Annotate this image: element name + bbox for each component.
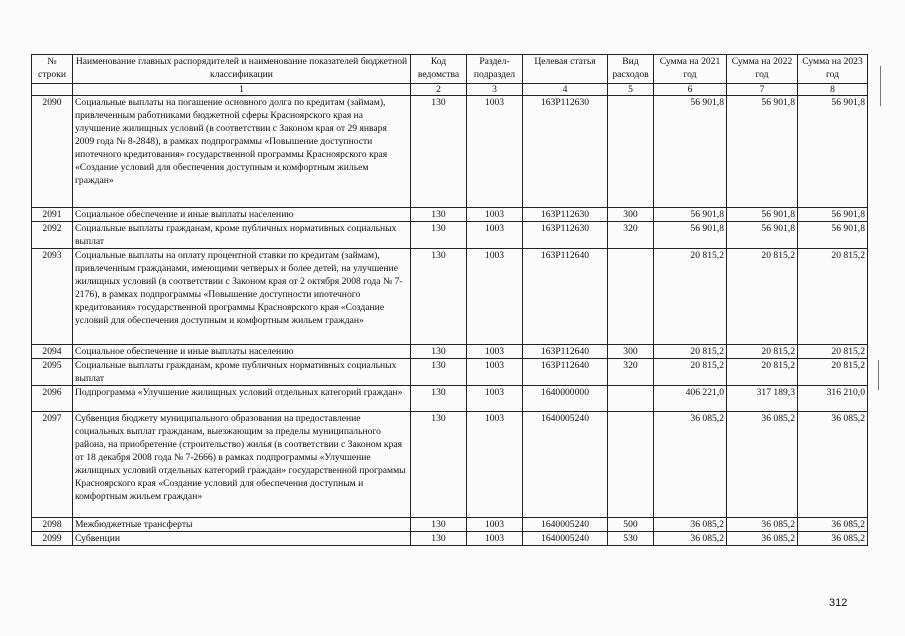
- sum-2021: 36 085,2: [654, 532, 727, 546]
- sum-2022: 20 815,2: [727, 249, 798, 345]
- expense-type-code: 320: [608, 222, 654, 249]
- row-number: 2095: [32, 359, 73, 386]
- column-number-row: [32, 84, 868, 96]
- sum-2022: 56 901,8: [727, 96, 798, 208]
- sum-2021: 20 815,2: [654, 345, 727, 359]
- table-row: [32, 96, 868, 208]
- department-code: 130: [411, 412, 467, 518]
- sum-2023: 56 901,8: [798, 222, 868, 249]
- department-code: 130: [411, 345, 467, 359]
- table-row: [32, 518, 868, 532]
- table-row: [32, 532, 868, 546]
- sum-2021: 20 815,2: [654, 249, 727, 345]
- header-expense-type: Вид расходов: [608, 55, 654, 84]
- section-code: 1003: [467, 412, 523, 518]
- header-section: Раздел-подраздел: [467, 55, 523, 84]
- column-number: 8: [798, 84, 868, 96]
- sum-2022: 20 815,2: [727, 345, 798, 359]
- expense-type-code: 530: [608, 532, 654, 546]
- column-number: 3: [467, 84, 523, 96]
- target-item-code: 1640000000: [523, 386, 608, 412]
- department-code: 130: [411, 222, 467, 249]
- section-code: 1003: [467, 222, 523, 249]
- sum-2023: 36 085,2: [798, 412, 868, 518]
- sum-2023: 316 210,0: [798, 386, 868, 412]
- sum-2023: 20 815,2: [798, 249, 868, 345]
- sum-2021: 56 901,8: [654, 96, 727, 208]
- expense-type-code: [608, 412, 654, 518]
- row-name: Субвенции: [73, 532, 411, 546]
- sum-2021: 406 221,0: [654, 386, 727, 412]
- column-number: 2: [411, 84, 467, 96]
- header-sum-2023: Сумма на 2023 год: [798, 55, 868, 84]
- header-department-code: Код ведомства: [411, 55, 467, 84]
- target-item-code: 163Р112630: [523, 208, 608, 222]
- sum-2023: 36 085,2: [798, 518, 868, 532]
- sum-2022: 56 901,8: [727, 222, 798, 249]
- section-code: 1003: [467, 386, 523, 412]
- row-number: 2091: [32, 208, 73, 222]
- department-code: 130: [411, 249, 467, 345]
- section-code: 1003: [467, 345, 523, 359]
- table-row: [32, 222, 868, 249]
- table-body: [32, 96, 868, 546]
- row-number: 2094: [32, 345, 73, 359]
- sum-2022: 56 901,8: [727, 208, 798, 222]
- target-item-code: 1640005240: [523, 532, 608, 546]
- table-row: [32, 386, 868, 412]
- sum-2023: 56 901,8: [798, 96, 868, 208]
- column-number: 5: [608, 84, 654, 96]
- sum-2021: 56 901,8: [654, 222, 727, 249]
- expense-type-code: 300: [608, 208, 654, 222]
- row-name: Социальное обеспечение и иные выплаты населению: [73, 345, 411, 359]
- row-name: Социальные выплаты гражданам, кроме публичных нормативных социальных выплат: [73, 359, 411, 386]
- table-row: [32, 345, 868, 359]
- expense-type-code: 320: [608, 359, 654, 386]
- row-name: Социальное обеспечение и иные выплаты населению: [73, 208, 411, 222]
- column-number-1: [32, 84, 73, 96]
- header-sum-2021: Сумма на 2021 год: [654, 55, 727, 84]
- section-code: 1003: [467, 518, 523, 532]
- expense-type-code: 500: [608, 518, 654, 532]
- header-sum-2022: Сумма на 2022 год: [727, 55, 798, 84]
- table-row: [32, 208, 868, 222]
- row-name: Социальные выплаты на погашение основного долга по кредитам (займам), привлеченным работниками бюджетной сферы Красноярского края на улучшение жилищных условий (в соответствии с Законом края от 29 января 2009 года № 8-2848), в рамках подпрограммы «Повышение доступности ипотечного кредитования» государственной программы Красноярского края «Создание условий для обеспечения доступным и комфортным жильем граждан»: [73, 96, 411, 208]
- header-row-number: № строки: [32, 55, 73, 84]
- sum-2023: 36 085,2: [798, 532, 868, 546]
- section-code: 1003: [467, 249, 523, 345]
- row-number: 2093: [32, 249, 73, 345]
- sum-2021: 36 085,2: [654, 412, 727, 518]
- section-code: 1003: [467, 208, 523, 222]
- sum-2022: 20 815,2: [727, 359, 798, 386]
- sum-2023: 20 815,2: [798, 359, 868, 386]
- column-number: 4: [523, 84, 608, 96]
- row-name: Субвенция бюджету муниципального образования на предоставление социальных выплат гражданам, выезжающим за пределы муниципального района, на приобретение (строительство) жилья (в соответствии с Законом края от 18 декабря 2008 года № 7-2666) в рамках подпрограммы «Улучшение жилищных условий отдельных категорий граждан» государственной программы Красноярского края «Создание условий для обеспечения доступным и комфортным жильем граждан»: [73, 412, 411, 518]
- row-name: Социальные выплаты гражданам, кроме публичных нормативных социальных выплат: [73, 222, 411, 249]
- section-code: 1003: [467, 359, 523, 386]
- row-name: Подпрограмма «Улучшение жилищных условий отдельных категорий граждан»: [73, 386, 411, 412]
- scan-edge-mark: [878, 360, 879, 390]
- column-number: 7: [727, 84, 798, 96]
- target-item-code: 163Р112630: [523, 222, 608, 249]
- sum-2022: 36 085,2: [727, 532, 798, 546]
- expense-type-code: [608, 386, 654, 412]
- department-code: 130: [411, 96, 467, 208]
- sum-2022: 36 085,2: [727, 412, 798, 518]
- row-number: 2092: [32, 222, 73, 249]
- header-target-item: Целевая статья: [523, 55, 608, 84]
- row-name: Социальные выплаты на оплату процентной ставки по кредитам (займам), привлеченным гражданами, имеющими четверых и более детей, на улучшение жилищных условий (в соответствии с Законом края от 2 октября 2008 года № 7-2176), в рамках подпрограммы «Повышение доступности ипотечного кредитования» государственной программы Красноярского края «Создание условий для обеспечения доступным и комфортным жильем граждан»: [73, 249, 411, 345]
- sum-2023: 56 901,8: [798, 208, 868, 222]
- sum-2021: 36 085,2: [654, 518, 727, 532]
- row-number: 2090: [32, 96, 73, 208]
- expense-type-code: 300: [608, 345, 654, 359]
- table-row: [32, 359, 868, 386]
- row-number: 2098: [32, 518, 73, 532]
- table-row: [32, 249, 868, 345]
- expense-type-code: [608, 249, 654, 345]
- row-number: 2099: [32, 532, 73, 546]
- header-name: Наименование главных распорядителей и наименование показателей бюджетной классификации: [73, 55, 411, 84]
- department-code: 130: [411, 518, 467, 532]
- section-code: 1003: [467, 532, 523, 546]
- target-item-code: 163Р112640: [523, 249, 608, 345]
- department-code: 130: [411, 359, 467, 386]
- target-item-code: 163Р112640: [523, 359, 608, 386]
- section-code: 1003: [467, 96, 523, 208]
- department-code: 130: [411, 532, 467, 546]
- expense-type-code: [608, 96, 654, 208]
- column-number: 1: [73, 84, 411, 96]
- row-number: 2096: [32, 386, 73, 412]
- target-item-code: 1640005240: [523, 518, 608, 532]
- sum-2021: 20 815,2: [654, 359, 727, 386]
- sum-2022: 36 085,2: [727, 518, 798, 532]
- table-row: [32, 412, 868, 518]
- department-code: 130: [411, 208, 467, 222]
- target-item-code: 163Р112640: [523, 345, 608, 359]
- column-number: 6: [654, 84, 727, 96]
- row-name: Межбюджетные трансферты: [73, 518, 411, 532]
- department-code: 130: [411, 386, 467, 412]
- target-item-code: 163Р112630: [523, 96, 608, 208]
- sum-2021: 56 901,8: [654, 208, 727, 222]
- row-number: 2097: [32, 412, 73, 518]
- target-item-code: 1640005240: [523, 412, 608, 518]
- sum-2023: 20 815,2: [798, 345, 868, 359]
- sum-2022: 317 189,3: [727, 386, 798, 412]
- scan-edge-mark: [880, 66, 881, 106]
- header-row: [32, 55, 868, 84]
- page-number: 312: [829, 597, 848, 609]
- budget-table: [31, 54, 868, 546]
